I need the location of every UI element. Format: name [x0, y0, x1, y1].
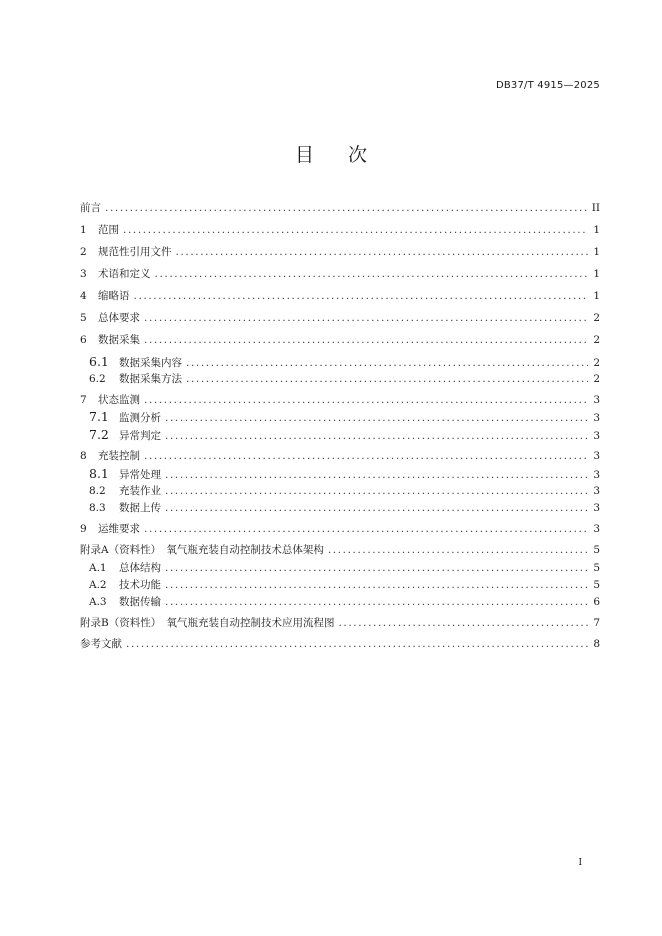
toc-leader — [328, 544, 588, 556]
toc-entry-number: A.2 — [89, 579, 107, 591]
toc-leader — [176, 246, 589, 258]
toc-entry-number: 3 — [80, 268, 87, 280]
toc-entry-number: 2 — [80, 246, 87, 258]
title-char-2: 次 — [348, 144, 368, 166]
toc-leader — [105, 202, 588, 214]
toc-entry-number: 4 — [80, 290, 87, 302]
toc-entry-4[interactable] — [80, 288, 600, 310]
toc-entry-number: A.1 — [89, 562, 107, 574]
toc-entry-label[interactable]: 参考文献 — [80, 638, 122, 650]
toc-leader — [165, 430, 588, 442]
toc-entry-7-1[interactable] — [80, 409, 600, 427]
toc-page-number: 5 — [593, 544, 600, 556]
toc-entry-number: 1 — [80, 224, 87, 236]
toc-page-number: 1 — [593, 290, 600, 302]
toc-entry-number: 5 — [80, 312, 87, 324]
toc-entry-6-2[interactable] — [80, 371, 600, 392]
toc-entry-label[interactable]: 数据传输 — [119, 596, 161, 608]
toc-entry-7-2[interactable] — [80, 427, 600, 448]
toc-entry-label[interactable]: 状态监测 — [98, 394, 140, 406]
toc-entry-number: 6 — [80, 334, 87, 346]
toc-page-number: 3 — [593, 469, 600, 481]
toc-leader — [126, 638, 588, 650]
toc-entry-number: 6.1 — [89, 354, 109, 369]
toc-leader — [165, 596, 588, 608]
toc-leader — [165, 412, 588, 424]
toc-entry-5[interactable] — [80, 310, 600, 332]
toc-leader — [144, 394, 588, 406]
toc-page-number: 1 — [593, 224, 600, 236]
toc-entry-label[interactable]: 前言 — [80, 202, 101, 214]
toc-entry-a-3[interactable] — [80, 594, 600, 615]
toc-entry-label[interactable]: 数据采集内容 — [119, 357, 182, 369]
toc-page-number: 2 — [593, 334, 600, 346]
toc-entry-8[interactable] — [80, 448, 600, 466]
toc-entry-number: 7.2 — [89, 427, 109, 442]
toc-page-number: 1 — [593, 246, 600, 258]
toc-leader — [165, 562, 588, 574]
toc-entry-label[interactable]: 数据采集 — [98, 334, 140, 346]
toc-entry-label[interactable]: 数据上传 — [119, 502, 161, 514]
title-char-1: 目 — [294, 144, 314, 166]
toc-entry-number: 6.2 — [89, 373, 106, 385]
toc-entry-a-2[interactable] — [80, 577, 600, 594]
toc-entry-label[interactable]: 异常判定 — [119, 430, 161, 442]
toc-entry-2[interactable] — [80, 244, 600, 266]
toc-entry-label[interactable]: 规范性引用文件 — [98, 246, 172, 258]
toc-entry-label[interactable]: 充装控制 — [98, 450, 140, 462]
toc-entry-3[interactable] — [80, 266, 600, 288]
toc-entry-appendix-a[interactable] — [80, 542, 600, 560]
toc-leader — [165, 469, 588, 481]
toc-page-number: 6 — [593, 596, 600, 608]
toc-entry-7[interactable] — [80, 392, 600, 409]
toc-entry-number: 8.1 — [89, 466, 109, 481]
toc-entry-label[interactable]: 附录B（资料性） 氧气瓶充装自动控制技术应用流程图 — [80, 617, 335, 629]
toc-entry-8-2[interactable] — [80, 483, 600, 500]
toc-page-number: 2 — [593, 373, 600, 385]
toc-page-number: 3 — [593, 450, 600, 462]
toc-leader — [165, 579, 588, 591]
toc-page-number: 8 — [593, 638, 600, 650]
toc-leader — [186, 373, 588, 385]
toc-entry-label[interactable]: 术语和定义 — [98, 268, 151, 280]
toc-page-number: 5 — [593, 562, 600, 574]
document-code: DB37/T 4915—2025 — [495, 80, 600, 91]
toc-entry-6[interactable] — [80, 332, 600, 354]
toc-entry-label[interactable]: 充装作业 — [119, 485, 161, 497]
toc-entry-number: 8.2 — [89, 485, 106, 497]
table-of-contents — [80, 200, 600, 656]
toc-entry-number: 7 — [80, 394, 87, 406]
toc-page-number: 1 — [593, 268, 600, 280]
toc-entry-appendix-b[interactable] — [80, 615, 600, 636]
toc-entry-number: 9 — [80, 523, 87, 535]
toc-leader — [165, 502, 588, 514]
toc-entry-1[interactable] — [80, 222, 600, 244]
toc-leader — [155, 268, 589, 280]
toc-leader — [186, 357, 588, 369]
toc-entry-label[interactable]: 总体结构 — [119, 562, 161, 574]
toc-entry-6-1[interactable] — [80, 354, 600, 371]
toc-entry-label[interactable]: 异常处理 — [119, 469, 161, 481]
toc-leader — [338, 617, 588, 629]
toc-entry-label[interactable]: 技术功能 — [119, 579, 161, 591]
toc-page-number: 3 — [593, 394, 600, 406]
toc-entry-references[interactable] — [80, 636, 600, 656]
toc-leader — [144, 312, 588, 324]
toc-entry-9[interactable] — [80, 521, 600, 542]
toc-entry-8-1[interactable] — [80, 466, 600, 483]
toc-page-number: 7 — [593, 617, 600, 629]
page-number: I — [578, 858, 582, 868]
toc-entry-number: A.3 — [89, 596, 107, 608]
toc-page-number: 3 — [593, 485, 600, 497]
toc-leader — [144, 450, 588, 462]
toc-entry-number: 7.1 — [89, 409, 109, 424]
page-title — [0, 140, 662, 167]
toc-page-number: II — [591, 202, 600, 214]
toc-entry-label[interactable]: 附录A（资料性） 氧气瓶充装自动控制技术总体架构 — [80, 544, 324, 556]
toc-entry-8-3[interactable] — [80, 500, 600, 521]
toc-entry-a-1[interactable] — [80, 560, 600, 577]
toc-leader — [123, 224, 588, 236]
toc-leader — [134, 290, 589, 302]
toc-page-number: 3 — [593, 412, 600, 424]
toc-entry-foreword[interactable] — [80, 200, 600, 222]
toc-entry-label[interactable]: 数据采集方法 — [119, 373, 182, 385]
toc-entry-label[interactable]: 缩略语 — [98, 290, 130, 302]
toc-leader — [165, 485, 588, 497]
toc-entry-label[interactable]: 运维要求 — [98, 523, 140, 535]
toc-page-number: 3 — [593, 523, 600, 535]
toc-page-number: 2 — [593, 312, 600, 324]
toc-leader — [144, 523, 588, 535]
toc-entry-label[interactable]: 范围 — [98, 224, 119, 236]
toc-page-number: 3 — [593, 502, 600, 514]
toc-page-number: 2 — [593, 357, 600, 369]
toc-leader — [144, 334, 588, 346]
toc-page-number: 3 — [593, 430, 600, 442]
toc-entry-label[interactable]: 总体要求 — [98, 312, 140, 324]
toc-entry-number: 8 — [80, 450, 87, 462]
toc-entry-number: 8.3 — [89, 502, 106, 514]
toc-entry-label[interactable]: 监测分析 — [119, 412, 161, 424]
toc-page-number: 5 — [593, 579, 600, 591]
